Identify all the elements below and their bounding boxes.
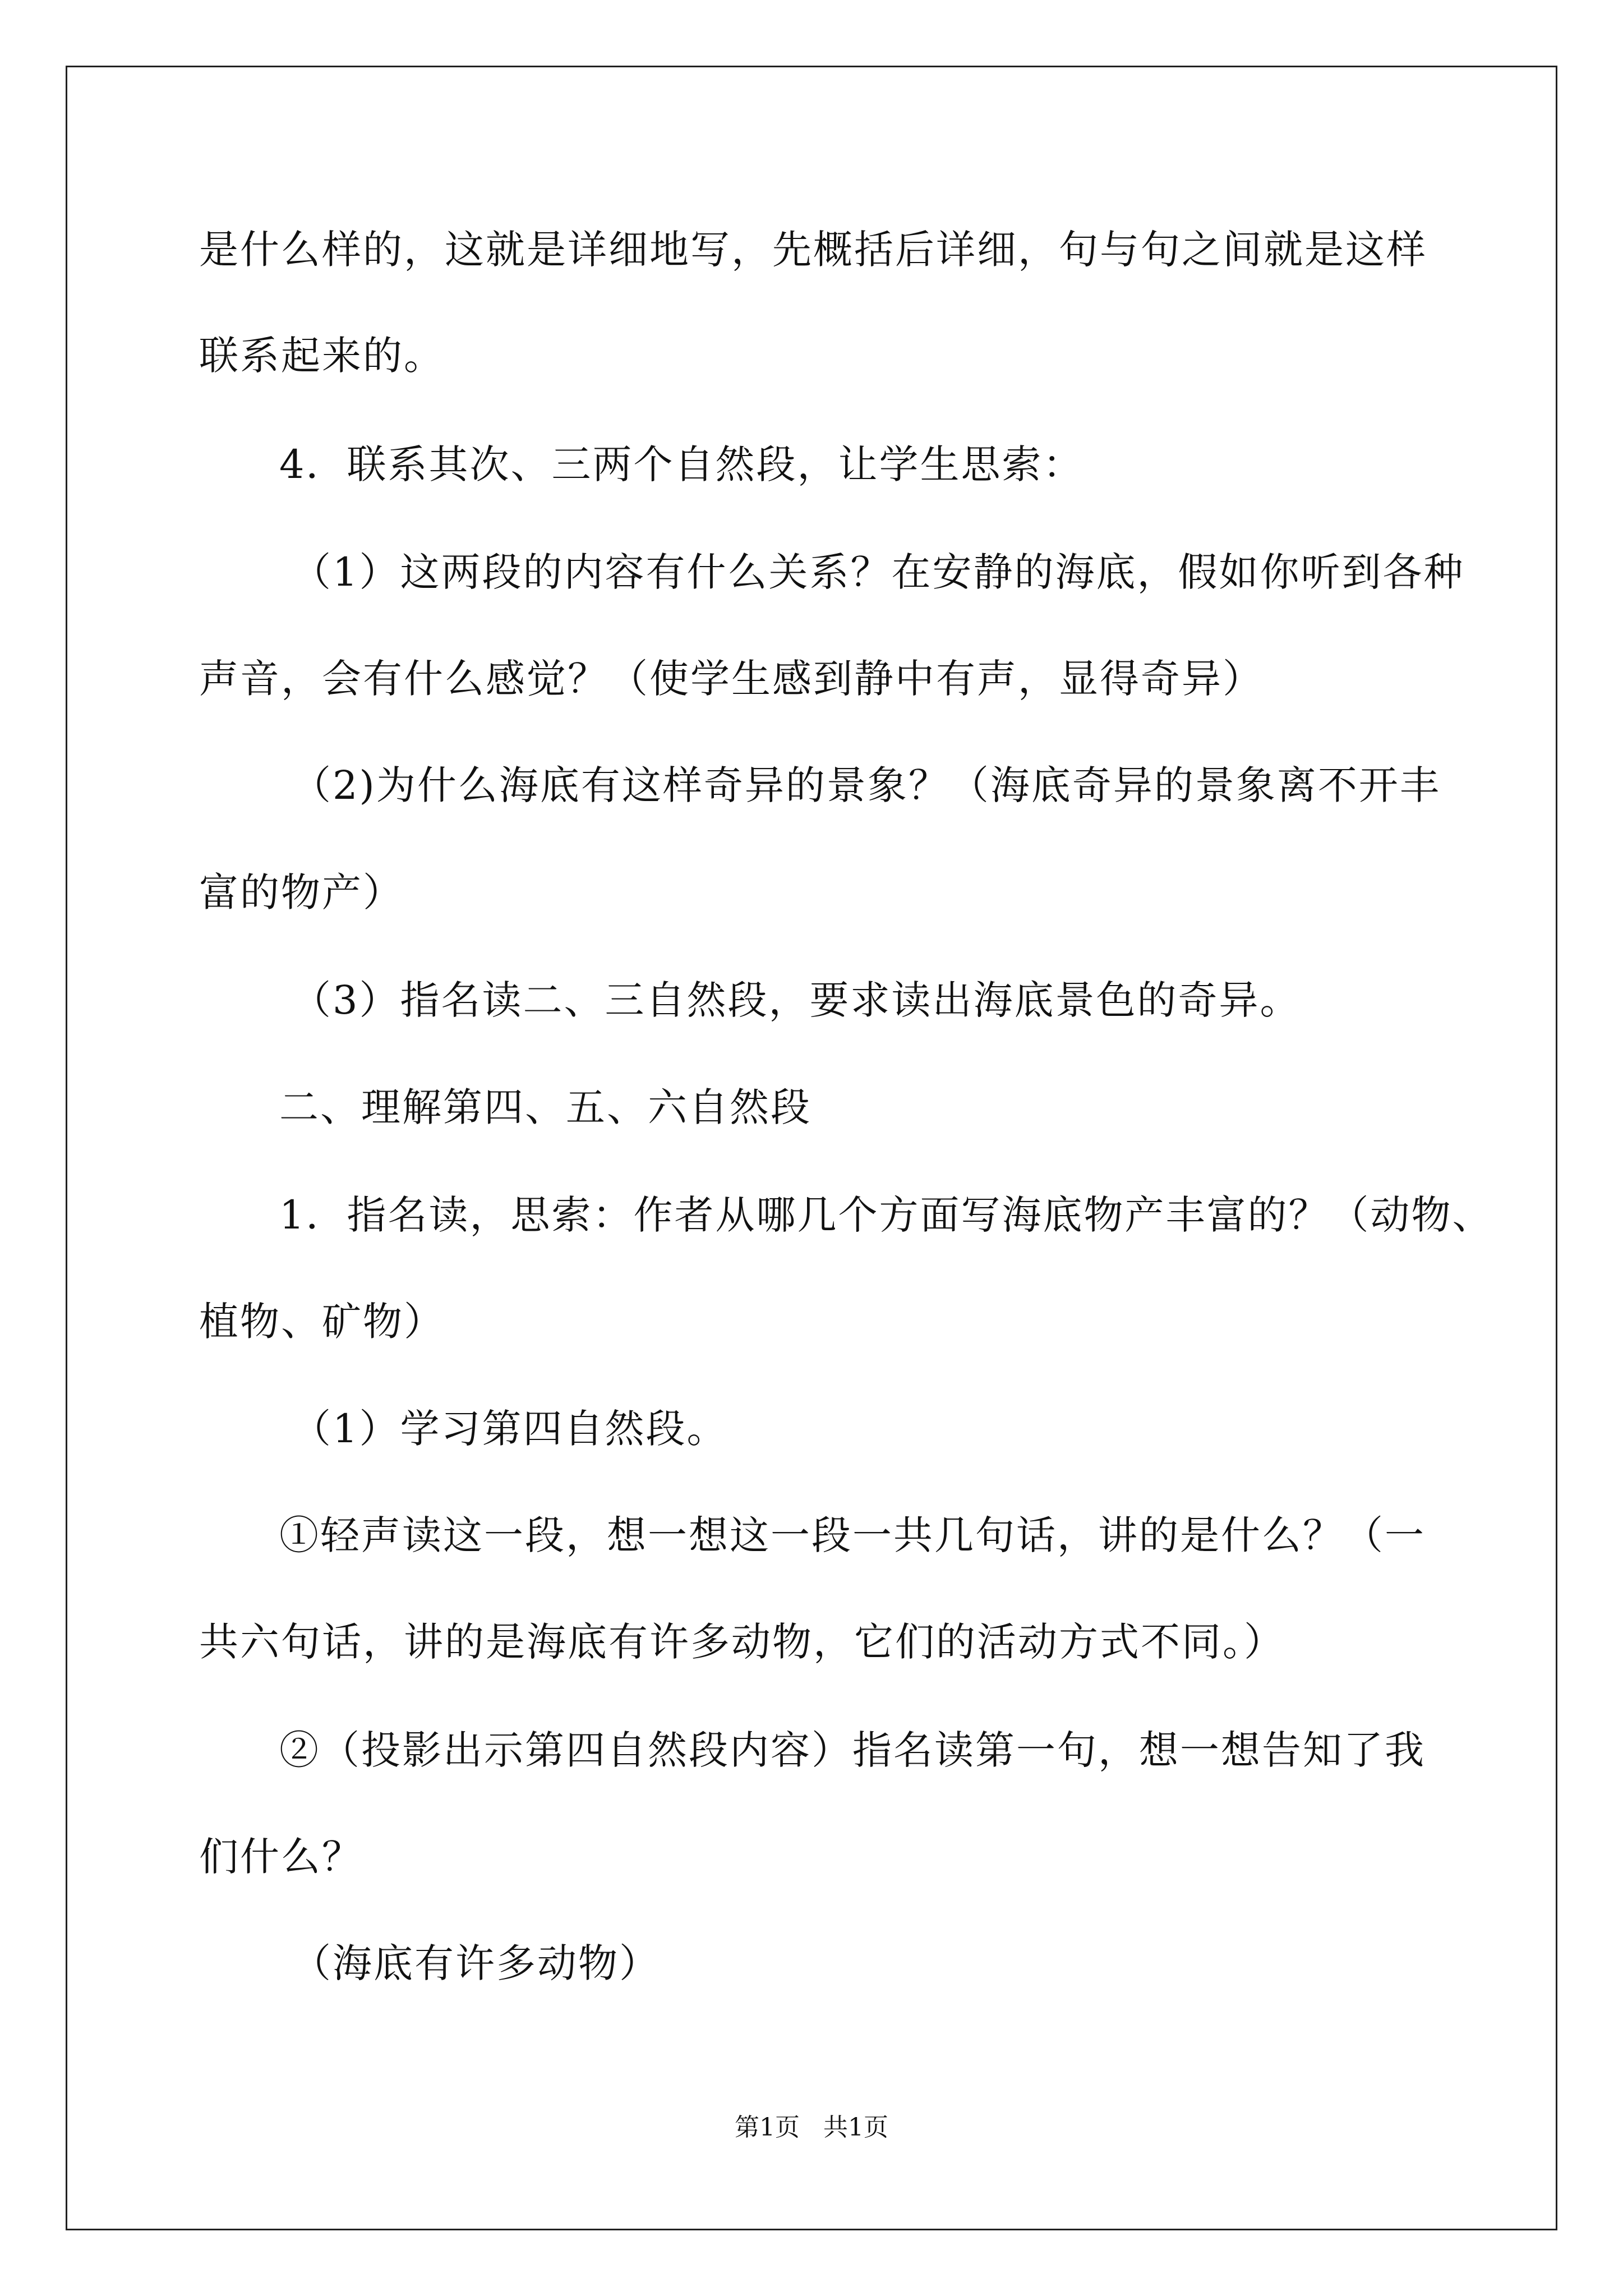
body-line-1: 是什么样的，这就是详细地写，先概括后详细，句与句之间就是这样 [199,227,1427,273]
body-line-3: 4．联系其次、三两个自然段，让学生思索： [279,441,1084,487]
body-line-12: （1）学习第四自然段。 [292,1406,728,1452]
body-line-11: 植物、矿物） [199,1299,445,1345]
page-border [66,66,1557,2230]
body-line-9: 二、理解第四、五、六自然段 [279,1084,811,1130]
body-line-4: （1）这两段的内容有什么关系？在安静的海底，假如你听到各种 [292,549,1465,595]
body-line-2: 联系起来的。 [199,333,445,379]
body-line-17: （海底有许多动物） [292,1940,660,1986]
body-line-14: 共六句话，讲的是海底有许多动物，它们的活动方式不同。） [199,1619,1285,1665]
body-line-5: 声音，会有什么感觉？（使学生感到静中有声，显得奇异） [199,656,1264,702]
body-line-7: 富的物产） [199,869,404,915]
body-line-8: （3）指名读二、三自然段，要求读出海底景色的奇异。 [292,977,1301,1023]
page-footer: 第1页 共1页 [735,2113,888,2142]
body-line-6: （2)为什么海底有这样奇异的景象？（海底奇异的景象离不开丰 [292,762,1441,808]
body-line-16: 们什么？ [199,1834,363,1880]
body-line-13: ①轻声读这一段，想一想这一段一共几句话，讲的是什么？（一 [279,1512,1426,1558]
body-line-10: 1．指名读，思索：作者从哪几个方面写海底物产丰富的？（动物、 [279,1192,1493,1238]
body-line-15: ②（投影出示第四自然段内容）指名读第一句，想一想告知了我 [279,1727,1426,1773]
